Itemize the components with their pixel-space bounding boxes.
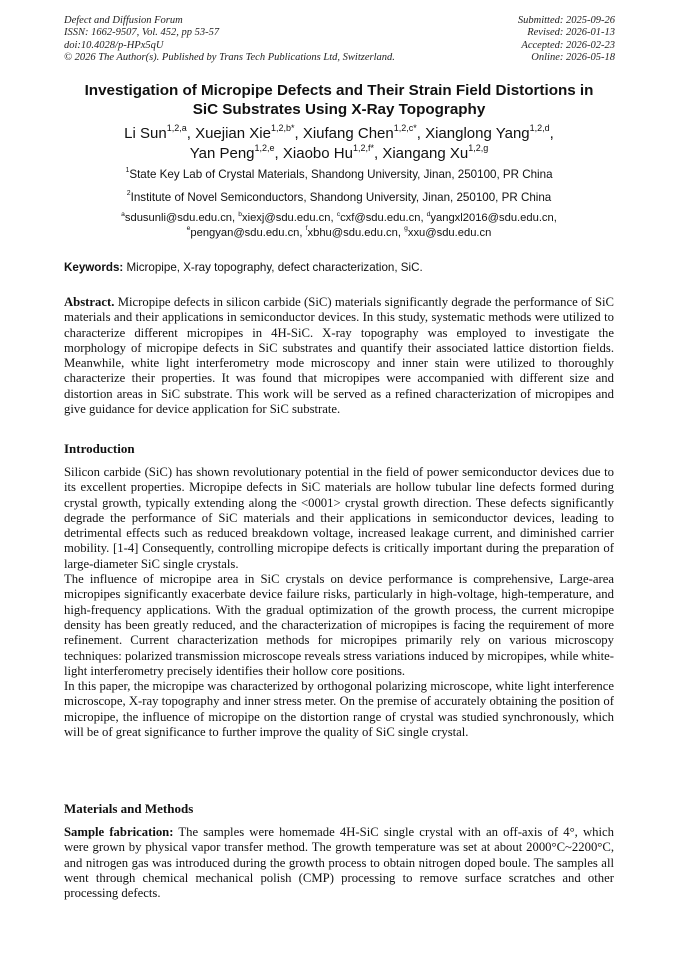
author-emails — [40, 211, 638, 240]
section-heading-materials-methods: Materials and Methods — [64, 801, 194, 816]
email: $^e$pengyan@sdu.edu.cn, — [186, 225, 303, 239]
online-date: Online: 2026-05-18 — [531, 52, 615, 64]
paper-title — [40, 81, 638, 119]
email: $^g$xxu@sdu.edu.cn — [404, 225, 492, 239]
sample-fabrication-label: Sample fabrication: — [64, 825, 174, 839]
email: $^f$xbhu@sdu.edu.cn, — [305, 225, 401, 239]
author: Yan Peng$^{1,2,e}$ — [189, 143, 275, 162]
accepted-date: Accepted: 2026-02-23 — [521, 39, 615, 51]
author: Li Sun$^{1,2,a}$ — [124, 123, 187, 142]
sample-fabrication-paragraph — [64, 825, 614, 901]
journal-header — [64, 15, 395, 65]
abstract-text: Micropipe defects in silicon carbide (SiC) materials significantly degrade the performance of SiC materials and their applications in semiconductor devices. In this study, systematic methods were utilized to characterize different micropipes in 4H-SiC. X-ray topography was employed to investigate the morphology of micropipe defects in SiC substrates and quantify their associated lattice distortion fields. Meanwhile, white light interferometry mode microscopy and inner stain were utilized to thoroughly characterize their properties. It was found that micropipes were accompanied with different size and distortion areas in SiC substrate. This work will be served as a refined characterization of micropipes and give guidance for device application for SiC substrate. — [64, 295, 614, 417]
keywords-text: Micropipe, X-ray topography, defect characterization, SiC. — [123, 261, 423, 274]
abstract-label: Abstract. — [64, 295, 115, 309]
section-heading-introduction: Introduction — [64, 441, 135, 456]
author: Xianglong Yang$^{1,2,d}$ — [425, 123, 550, 142]
sample-fabrication-text: The samples were homemade 4H-SiC single crystal with an off-axis of 4°, which were grown by physical vapor transfer method. The growth temperature was set at about 2000°C~2200°C, and nitrogen gas was introduced during the growth process to obtain nitrogen doped boule. The samples all went through chemical mechanical polish (CMP) processing to remove surface scratches and other processing defects. — [64, 825, 614, 901]
email: $^a$sdusunli@sdu.edu.cn, — [121, 210, 236, 224]
paragraph: In this paper, the micropipe was characterized by orthogonal polarizing microscope, white light interference microscope, X-ray topography and inner stress meter. On the premise of accurately obtaining the position of micropipe, the influence of micropipe on the distortion range of crystal was studied synchronously, which will be of great significance to further improve the quality of SiC single crystal. — [64, 679, 614, 740]
copyright-line: © 2026 The Author(s). Published by Trans Tech Publications Ltd, Switzerland. — [64, 52, 395, 64]
keywords — [64, 261, 614, 275]
author: Xuejian Xie$^{1,2,b*}$ — [195, 123, 295, 142]
affiliation-1: $^1$State Key Lab of Crystal Materials, Shandong University, Jinan, 250100, PR China — [125, 167, 553, 181]
abstract — [64, 295, 614, 417]
author: Xiufang Chen$^{1,2,c*}$ — [302, 123, 417, 142]
introduction-body — [64, 465, 614, 740]
author-list: Li Sun$^{1,2,a}$, Xuejian Xie$^{1,2,b*}$, Xiufang Chen$^{1,2,c*}$, Xianglong Yang$^{1,2,d}$, Yan Peng$^{1,2,e}$, Xiaobo $Hu^{1,2,f*}$, Xiangang Xu$^{1,2,g}$ — [124, 123, 554, 162]
submitted-date: Submitted: 2025-09-26 — [517, 15, 615, 26]
title-line: SiC Substrates Using X-Ray Topography — [192, 101, 486, 118]
paragraph: Silicon carbide (SiC) has shown revolutionary potential in the field of power semiconductor devices due to its excellent properties. Micropipe defects in SiC materials are hollow tubular line defects formed during crystal growth, typically extending along the <0001> crystal growth direction. These defects significantly degrade the performance of SiC materials and their applications in semiconductor devices, leading to detrimental effects such as reduced breakdown voltage, increased leakage current, and diminished carrier mobility. [1-4] Consequently, controlling micropipe defects is critically important during the preparation of large-diameter SiC single crystals. — [64, 465, 614, 571]
affiliation-2: $^2$Institute of Novel Semiconductors, Shandong University, Jinan, 250100, PR China — [126, 190, 552, 204]
keywords-label: Keywords: — [64, 261, 124, 274]
email: $^b$xiexj@sdu.edu.cn, — [238, 210, 334, 224]
paragraph: The influence of micropipe area in SiC crystals on device performance is comprehensive, Large-area micropipes significantly exacerbate device failure risks, particularly in high-voltage, high-temperature, and high-frequency applications. With the gradual optimization of the growth process, the current micropipe density has been greatly reduced, and the characterization of micropipes is facing the requirement of more refinement. Current characterization methods for micropipes primarily rely on various microscopy techniques: polarized transmission microscope reveals stress variations induced by micropipes, while white-light interferometry precisely identifies their hollow core positions. — [64, 572, 614, 678]
revised-date: Revised: 2026-01-13 — [527, 27, 615, 39]
journal-name: Defect and Diffusion Forum — [64, 15, 183, 26]
title-line: Investigation of Micropipe Defects and Their Strain Field Distortions in — [84, 82, 594, 99]
email: $^d$yangxl2016@sdu.edu.cn, — [426, 210, 557, 224]
author: Xiangang Xu$^{1,2,g}$ — [382, 143, 489, 162]
issn-line: ISSN: 1662-9507, Vol. 452, pp 53-57 — [64, 27, 220, 39]
author: Xiaobo $Hu^{1,2,f*}$ — [282, 143, 374, 162]
email: $^c$cxf@sdu.edu.cn, — [336, 210, 424, 224]
dates-header — [518, 15, 615, 65]
doi-line: doi:10.4028/p-HPx5qU — [64, 39, 164, 51]
